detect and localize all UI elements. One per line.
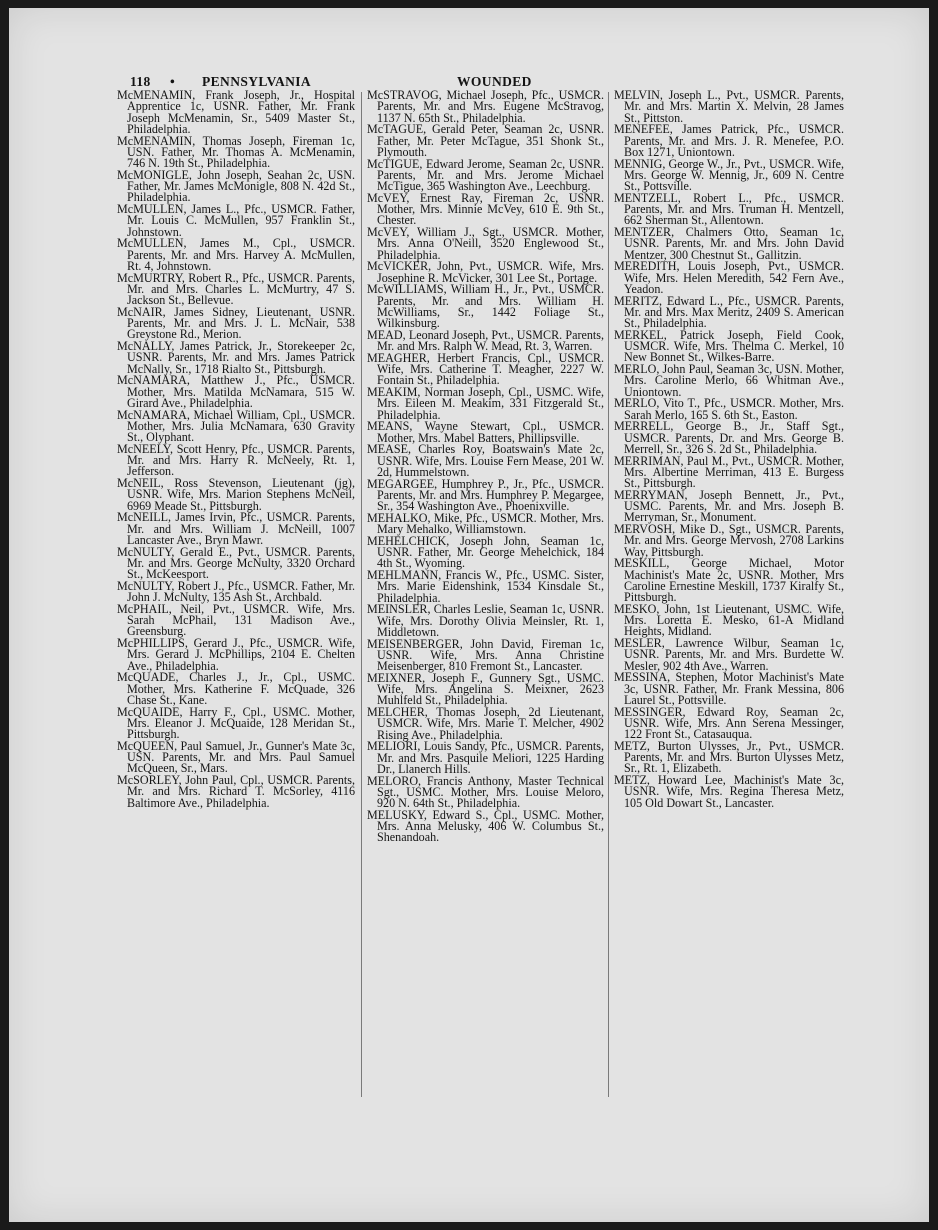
directory-entry: MERRELL, George B., Jr., Staff Sgt., USMCR. Parents, Dr. and Mrs. George B. Merrell, Sr., 326 S. 2d St., Philadelphia. — [614, 419, 844, 456]
directory-entry: MENNIG, George W., Jr., Pvt., USMCR. Wife, Mrs. George W. Mennig, Jr., 609 N. Centre St., Pottsville. — [614, 156, 844, 193]
directory-entry: McMENAMIN, Thomas Joseph, Fireman 1c, USN. Father, Mr. Thomas A. McMenamin, 746 N. 19th St., Philadelphia. — [117, 133, 355, 170]
directory-entry: MENTZER, Chalmers Otto, Seaman 1c, USNR. Parents, Mr. and Mrs. John David Mentzer, 300 Chestnut St., Gallitzin. — [614, 225, 844, 262]
directory-entry: MEAGHER, Herbert Francis, Cpl., USMCR. Wife, Mrs. Catherine T. Meagher, 2227 W. Fontain St., Philadelphia. — [367, 350, 604, 388]
directory-entry: McQUADE, Charles J., Jr., Cpl., USMC. Mother, Mrs. Katherine F. McQuade, 326 Chase St., Kane. — [117, 670, 355, 707]
directory-entry: MELIORI, Louis Sandy, Pfc., USMCR. Parents, Mr. and Mrs. Pasquile Meliori, 1225 Harding Dr., Llanerch Hills. — [367, 739, 604, 776]
directory-entry: McPHAIL, Neil, Pvt., USMCR. Wife, Mrs. Sarah McPhail, 131 Madison Ave., Greensburg. — [117, 601, 355, 639]
directory-entry: MEANS, Wayne Stewart, Cpl., USMCR. Mother, Mrs. Mabel Batters, Phillipsville. — [367, 419, 604, 445]
directory-entry: McNALLY, James Patrick, Jr., Storekeeper 2c, USNR. Parents, Mr. and Mrs. James Patrick McNally, Sr., 1718 Rialto St., Pittsburgh. — [117, 339, 355, 376]
directory-entry: McMENAMIN, Frank Joseph, Jr., Hospital Apprentice 1c, USNR. Father, Mr. Frank Joseph McMenamin, Sr., 5409 Master St., Philadelphia. — [117, 88, 355, 136]
column-2 — [367, 90, 604, 844]
directory-entry: MERVOSH, Mike D., Sgt., USMCR. Parents, Mr. and Mrs. George Mervosh, 2708 Larkins Way, Pittsburgh. — [614, 522, 844, 559]
column-1 — [117, 90, 355, 809]
directory-entry: MEINSLER, Charles Leslie, Seaman 1c, USNR. Wife, Mrs. Dorothy Olivia Meinsler, Rt. 1, Middletown. — [367, 602, 604, 639]
directory-entry: METZ, Howard Lee, Machinist's Mate 3c, USNR. Wife, Mrs. Regina Theresa Metz, 105 Old Dowart St., Lancaster. — [614, 773, 844, 810]
directory-entry: McPHILLIPS, Gerard J., Pfc., USMCR. Wife, Mrs. Gerard J. McPhillips, 2104 E. Chelten Ave., Philadelphia. — [117, 636, 355, 673]
directory-entry: MEHLMANN, Francis W., Pfc., USMC. Sister, Mrs. Marie Eidenshink, 1534 Kinsdale St., Philadelphia. — [367, 568, 604, 605]
column-divider — [361, 92, 362, 1097]
directory-entry: McQUEEN, Paul Samuel, Jr., Gunner's Mate 3c, USN. Parents, Mr. and Mrs. Paul Samuel McQueen, Sr., Mars. — [117, 738, 355, 776]
directory-entry: McTAGUE, Gerald Peter, Seaman 2c, USNR. Father, Mr. Peter McTague, 351 Shonk St., Plymouth. — [367, 122, 604, 159]
directory-entry: METZ, Burton Ulysses, Jr., Pvt., USMCR. Parents, Mr. and Mrs. Burton Ulysses Metz, Sr., Rt. 1, Elizabeth. — [614, 738, 844, 776]
directory-entry: McNAIR, James Sidney, Lieutenant, USNR. Parents, Mr. and Mrs. J. L. McNair, 538 Greystone Rd., Merion. — [117, 304, 355, 342]
directory-entry: McWILLIAMS, William H., Jr., Pvt., USMCR. Parents, Mr. and Mrs. William H. McWilliams, Sr., 1442 Foliage St., Wilkinsburg. — [367, 282, 604, 330]
directory-entry: MERRIMAN, Paul M., Pvt., USMCR. Mother, Mrs. Albertine Merriman, 413 E. Burgess St., Pittsburgh. — [614, 453, 844, 490]
directory-entry: MELVIN, Joseph L., Pvt., USMCR. Parents, Mr. and Mrs. Martin X. Melvin, 28 James St., Pittston. — [614, 88, 844, 125]
directory-entry: McMULLEN, James L., Pfc., USMCR. Father, Mr. Louis C. McMullen, 957 Franklin St., Johnstown. — [117, 202, 355, 239]
directory-entry: McNEILL, James Irvin, Pfc., USMCR. Parents, Mr. and Mrs. William J. McNeill, 1007 Lancaster Ave., Bryn Mawr. — [117, 510, 355, 547]
directory-entry: MEREDITH, Louis Joseph, Pvt., USMCR. Wife, Mrs. Helen Meredith, 542 Fern Ave., Yeadon. — [614, 259, 844, 296]
directory-entry: MEAD, Leonard Joseph, Pvt., USMCR. Parents, Mr. and Mrs. Ralph W. Mead, Rt. 3, Warren. — [367, 327, 604, 353]
directory-entry: McMULLEN, James M., Cpl., USMCR. Parents, Mr. and Mrs. Harvey A. McMullen, Rt. 4, Johnstown. — [117, 236, 355, 273]
directory-entry: MEISENBERGER, John David, Fireman 1c, USNR. Wife, Mrs. Anna Christine Meisenberger, 810 Fremont St., Lancaster. — [367, 636, 604, 673]
directory-entry: MESSINGER, Edward Roy, Seaman 2c, USNR. Wife, Mrs. Ann Serena Messinger, 122 Front St., Catasauqua. — [614, 704, 844, 741]
directory-entry: MELCHER, Thomas Joseph, 2d Lieutenant, USMCR. Wife, Mrs. Marie T. Melcher, 4902 Rising Ave., Philadelphia. — [367, 705, 604, 742]
directory-entry: MERKEL, Patrick Joseph, Field Cook, USMCR. Wife, Mrs. Thelma C. Merkel, 10 New Bonnet St., Wilkes-Barre. — [614, 327, 844, 365]
directory-entry: MESKILL, George Michael, Motor Machinist's Mate 2c, USNR. Mother, Mrs Caroline Ernestine Meskill, 1737 Kiralfy St., Pittsburgh. — [614, 556, 844, 604]
directory-entry: MEAKIM, Norman Joseph, Cpl., USMC. Wife, Mrs. Eileen M. Meakim, 331 Fitzgerald St., Philadelphia. — [367, 385, 604, 422]
state-title: PENNSYLVANIA — [202, 74, 312, 89]
directory-entry: McNAMARA, Matthew J., Pfc., USMCR. Mother, Mrs. Matilda McNamara, 515 W. Girard Ave., Philadelphia. — [117, 373, 355, 410]
directory-entry: MEASE, Charles Roy, Boatswain's Mate 2c, USNR. Wife, Mrs. Louise Fern Mease, 201 W. 2d, Hummelstown. — [367, 442, 604, 479]
directory-entry: McNAMARA, Michael William, Cpl., USMCR. Mother, Mrs. Julia McNamara, 630 Gravity St., Olyphant. — [117, 407, 355, 444]
directory-entry: McVEY, Ernest Ray, Fireman 2c, USNR. Mother, Mrs. Minnie McVey, 610 E. 9th St., Chester. — [367, 190, 604, 228]
directory-entry: MERRYMAN, Joseph Bennett, Jr., Pvt., USMC. Parents, Mr. and Mrs. Joseph B. Merryman, Sr., Monument. — [614, 487, 844, 525]
directory-entry: MESSINA, Stephen, Motor Machinist's Mate 3c, USNR. Father, Mr. Frank Messina, 806 Laurel St., Pottsville. — [614, 670, 844, 707]
directory-entry: MERLO, John Paul, Seaman 3c, USN. Mother, Mrs. Caroline Merlo, 66 Whitman Ave., Uniontown. — [614, 362, 844, 399]
directory-entry: MERLO, Vito T., Pfc., USMCR. Mother, Mrs. Sarah Merlo, 165 S. 6th St., Easton. — [614, 396, 844, 422]
column-3 — [614, 90, 844, 809]
directory-entry: MESKO, John, 1st Lieutenant, USMC. Wife, Mrs. Loretta E. Mesko, 61-A Midland Heights, Midland. — [614, 601, 844, 639]
directory-entry: MESLER, Lawrence Wilbur, Seaman 1c, USNR. Parents, Mr. and Mrs. Burdette W. Mesler, 902 4th Ave., Warren. — [614, 636, 844, 673]
directory-entry: McMONIGLE, John Joseph, Seahan 2c, USN. Father, Mr. James McMonigle, 808 N. 42d St., Philadelphia. — [117, 167, 355, 205]
directory-entry: McNEELY, Scott Henry, Pfc., USMCR. Parents, Mr. and Mrs. Harry R. McNeely, Rt. 1, Jefferson. — [117, 441, 355, 479]
directory-entry: MERITZ, Edward L., Pfc., USMCR. Parents, Mr. and Mrs. Max Meritz, 2409 S. American St., Philadelphia. — [614, 293, 844, 330]
directory-entry: MEGARGEE, Humphrey P., Jr., Pfc., USMCR. Parents, Mr. and Mrs. Humphrey P. Megargee, Sr., 354 Washington Ave., Phoenixville. — [367, 476, 604, 513]
directory-entry: McNULTY, Gerald E., Pvt., USMCR. Parents, Mr. and Mrs. George McNulty, 3320 Orchard St., McKeesport. — [117, 544, 355, 581]
page-number: 118 — [130, 74, 151, 89]
directory-entry: MENEFEE, James Patrick, Pfc., USMCR. Parents, Mr. and Mrs. J. R. Menefee, P.O. Box 1271, Uniontown. — [614, 122, 844, 159]
directory-entry: McNULTY, Robert J., Pfc., USMCR. Father, Mr. John J. McNulty, 135 Ash St., Archbald. — [117, 578, 355, 604]
directory-entry: McVEY, William J., Sgt., USMCR. Mother, Mrs. Anna O'Neill, 3520 Englewood St., Philadelphia. — [367, 225, 604, 262]
column-divider — [608, 92, 609, 1097]
directory-entry: McQUAIDE, Harry F., Cpl., USMC. Mother, Mrs. Eleanor J. McQuaide, 128 Meridan St., Pittsburgh. — [117, 704, 355, 741]
section-title: WOUNDED — [457, 74, 532, 89]
directory-entry: McSTRAVOG, Michael Joseph, Pfc., USMCR. Parents, Mr. and Mrs. Eugene McStravog, 1137 N. 65th St., Philadelphia. — [367, 88, 604, 125]
directory-entry: McNEIL, Ross Stevenson, Lieutenant (jg), USNR. Wife, Mrs. Marion Stephens McNeil, 6969 Meade St., Pittsburgh. — [117, 476, 355, 513]
directory-entry: MENTZELL, Robert L., Pfc., USMCR. Parents, Mr. and Mrs. Truman H. Mentzell, 662 Sherman St., Allentown. — [614, 190, 844, 228]
directory-entry: MEHELCHICK, Joseph John, Seaman 1c, USNR. Father, Mr. George Mehelchick, 184 4th St., Wyoming. — [367, 533, 604, 571]
directory-entry: MELORO, Francis Anthony, Master Technical Sgt., USMC. Mother, Mrs. Louise Meloro, 920 N. 64th St., Philadelphia. — [367, 773, 604, 810]
directory-entry: McTIGUE, Edward Jerome, Seaman 2c, USNR. Parents, Mr. and Mrs. Jerome Michael McTigue, 365 Washington Ave., Leechburg. — [367, 156, 604, 193]
directory-entry: McVICKER, John, Pvt., USMCR. Wife, Mrs. Josephine R. McVicker, 301 Lee St., Portage. — [367, 259, 604, 285]
header-bullet: • — [170, 74, 176, 89]
directory-entry: McMURTRY, Robert R., Pfc., USMCR. Parents, Mr. and Mrs. Charles L. McMurtry, 47 S. Jackson St., Bellevue. — [117, 270, 355, 307]
directory-entry: MEHALKO, Mike, Pfc., USMCR. Mother, Mrs. Mary Mehalko, Williamstown. — [367, 510, 604, 536]
directory-entry: MELUSKY, Edward S., Cpl., USMC. Mother, Mrs. Anna Melusky, 406 W. Columbus St., Shenandoah. — [367, 807, 604, 845]
directory-entry: MEIXNER, Joseph F., Gunnery Sgt., USMC. Wife, Mrs. Angelina S. Meixner, 2623 Muhlfeld St., Philadelphia. — [367, 670, 604, 708]
directory-entry: McSORLEY, John Paul, Cpl., USMCR. Parents, Mr. and Mrs. Richard T. McSorley, 4116 Baltimore Ave., Philadelphia. — [117, 773, 355, 810]
